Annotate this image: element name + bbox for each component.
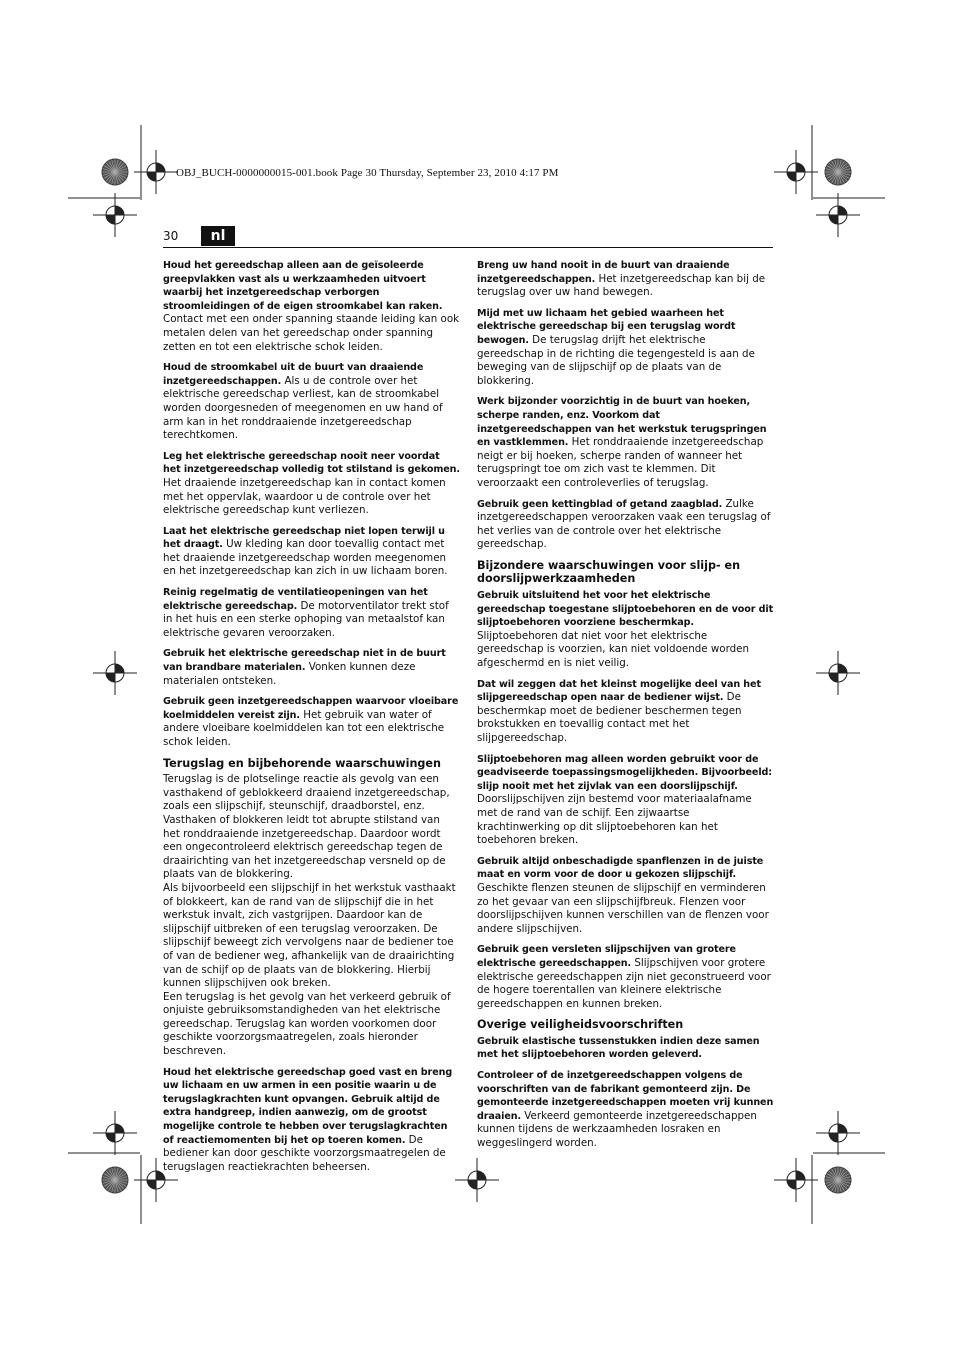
header-rule: [163, 247, 773, 248]
paragraph: Reinig regelmatig de ventilatieopeningen van het elektrische gereedschap. De motorventilator trekt stof in het huis en een sterke ophoping van metaalstof kan elektrische gevaren veroorzaken.: [163, 587, 449, 639]
paragraph: Gebruik geen kettingblad of getand zaagblad. Zulke inzetgereedschappen veroorzaken vaak een terugslag of het verlies van de controle over het elektrische gereedschap.: [477, 497, 771, 551]
page-number: 30: [163, 229, 179, 243]
paragraph: Breng uw hand nooit in de buurt van draaiende inzetgereedschappen. Het inzetgereedschap kan bij de terugslag over uw hand bewegen.: [477, 260, 766, 299]
paragraph: Gebruik geen versleten slijpschijven van grotere elektrische gereedschappen. Slijpschijven voor grotere elektrische gereedschappen zijn niet geconstrueerd voor de hogere toerentallen van kleinere elektrische gereedschappen en kunnen breken.: [477, 944, 771, 1010]
paragraph: Houd het gereedschap alleen aan de geïsoleerde greepvlakken vast als u werkzaamheden uitvoert waarbij het inzetgereedschap verborgen stroomleidingen of de eigen stroomkabel kan raken. Contact met een onder spanning staande leiding kan ook metalen delen van het gereedschap onder spanning zetten en tot een elektrische schok leiden.: [163, 260, 460, 353]
paragraph: Gebruik altijd onbeschadigde spanflenzen in de juiste maat en vorm voor de door u gekozen slijpschijf. Geschikte flenzen steunen de slijpschijf en verminderen zo het gevaar van een slijpschijfbreuk. Flenzen voor doorslijpschijven kunnen verschillen van de flenzen voor andere slijpschijven.: [477, 855, 769, 935]
paragraph: Gebruik elastische tussenstukken indien deze samen met het slijptoebehoren worden geleverd.: [477, 1035, 760, 1061]
paragraph: Slijptoebehoren mag alleen worden gebruikt voor de geadviseerde toepassingsmogelijkheden. Bijvoorbeeld: slijp nooit met het zijvlak van een doorslijpschijf. Doorslijpschijven zijn bestemd voor materiaalafname met de rand van de schijf. Een zijwaartse krachtinwerking op dit slijptoebehoren kan het toebehoren breken.: [477, 753, 773, 847]
paragraph: Een terugslag is het gevolg van het verkeerd gebruik of onjuiste gebruiksomstandigheden van het elektrische gereedschap. Terugslag kan worden voorkomen door geschikte voorzorgsmaatregelen, zoals hieronder beschreven.: [163, 990, 451, 1058]
right-column: [477, 259, 774, 1158]
paragraph: Houd de stroomkabel uit de buurt van draaiende inzetgereedschappen. Als u de controle over het elektrische gereedschap verliest, kan de stroomkabel worden doorgesneden of meegenomen en uw hand of arm kan in het ronddraaiende inzetgereedschap terechtkomen.: [163, 362, 443, 442]
paragraph: Dat wil zeggen dat het kleinst mogelijke deel van het slijpgereedschap open naar de bediener wijst. De beschermkap moet de bediener beschermen tegen brokstukken en toevallig contact met het slijpgereedschap.: [477, 678, 761, 744]
print-slug: OBJ_BUCH-0000000015-001.book Page 30 Thursday, September 23, 2010 4:17 PM: [176, 167, 559, 179]
section-heading: Terugslag en bijbehorende waarschuwingen: [163, 756, 441, 770]
section-heading: Overige veiligheidsvoorschriften: [477, 1018, 684, 1032]
paragraph: Mijd met uw lichaam het gebied waarheen het elektrische gereedschap bij een terugslag wordt bewogen. De terugslag drijft het elektrische gereedschap in de richting die tegengesteld is aan de beweging van de slijpschijf op de plaats van de blokkering.: [477, 307, 755, 387]
paragraph: Gebruik het elektrische gereedschap niet in de buurt van brandbare materialen. Vonken kunnen deze materialen ontsteken.: [163, 648, 446, 687]
language-badge: nl: [201, 226, 235, 246]
left-column: [163, 259, 460, 1181]
paragraph: Als bijvoorbeeld een slijpschijf in het werkstuk vasthaakt of blokkeert, kan de rand van de slijpschijf die in het werkstuk invalt, zich vastgrijpen. Daardoor kan de slijpschijf uitbreken of een terugslag veroorzaken. De slijpschijf beweegt zich vervolgens naar de bediener toe of van de bediener weg, afhankelijk van de draairichting van de schijf op de plaats van de blokkering. Hierbij kunnen slijpschijven ook breken.: [163, 881, 456, 990]
paragraph: Werk bijzonder voorzichtig in de buurt van hoeken, scherpe randen, enz. Voorkom dat inzetgereedschappen van het werkstuk terugspringen en vastklemmen. Het ronddraaiende inzetgereedschap neigt er bij hoeken, scherpe randen of wanneer het terugspringt toe om zich vast te klemmen. Dit veroorzaakt een controleverlies of terugslag.: [477, 396, 767, 489]
section-heading: Bijzondere waarschuwingen voor slijp- en doorslijpwerkzaamheden: [477, 558, 741, 586]
paragraph: Houd het elektrische gereedschap goed vast en breng uw lichaam en uw armen in een positie waarin u de terugslagkrachten kunt opvangen. Gebruik altijd de extra handgreep, indien aanwezig, om de grootst mogelijke controle te hebben over terugslagkrachten of reactiemomenten bij het op toeren komen. De bediener kan door geschikte voorzorgsmaatregelen de terugslagen reactiekrachten beheersen.: [163, 1066, 453, 1173]
paragraph: Controleer of de inzetgereedschappen volgens de voorschriften van de fabrikant gemonteerd zijn. De gemonteerde inzetgereedschappen moeten vrij kunnen draaien. Verkeerd gemonteerde inzetgereedschappen kunnen tijdens de werkzaamheden losraken en weggeslingerd worden.: [477, 1070, 774, 1150]
paragraph: Terugslag is de plotselinge reactie als gevolg van een vasthakend of geblokkeerd draaiend inzetgereedschap, zoals een slijpschijf, steunschijf, draadborstel, enz. Vasthaken of blokkeren leidt tot abrupte stilstand van het ronddraaiende inzetgereedschap. Daardoor wordt een ongecontroleerd elektrisch gereedschap tegen de draairichting van het inzetgereedschap versneld op de plaats van de blokkering.: [163, 773, 450, 881]
paragraph: Laat het elektrische gereedschap niet lopen terwijl u het draagt. Uw kleding kan door toevallig contact met het draaiende inzetgereedschap worden meegenomen en het inzetgereedschap kan zich in uw lichaam boren.: [163, 525, 448, 578]
paragraph: Gebruik uitsluitend het voor het elektrische gereedschap toegestane slijptoebehoren en de voor dit slijptoebehoren voorziene beschermkap. Slijptoebehoren dat niet voor het elektrische gereedschap is voorzien, kan niet voldoende worden afgeschermd en is niet veilig.: [477, 590, 774, 670]
paragraph: Leg het elektrische gereedschap nooit neer voordat het inzetgereedschap volledig tot stilstand is gekomen. Het draaiende inzetgereedschap kan in contact komen met het oppervlak, waardoor u de controle over het elektrische gereedschap kunt verliezen.: [163, 450, 460, 517]
paragraph: Gebruik geen inzetgereedschappen waarvoor vloeibare koelmiddelen vereist zijn. Het gebruik van water of andere vloeibare koelmiddelen kan tot een elektrische schok leiden.: [163, 696, 459, 748]
